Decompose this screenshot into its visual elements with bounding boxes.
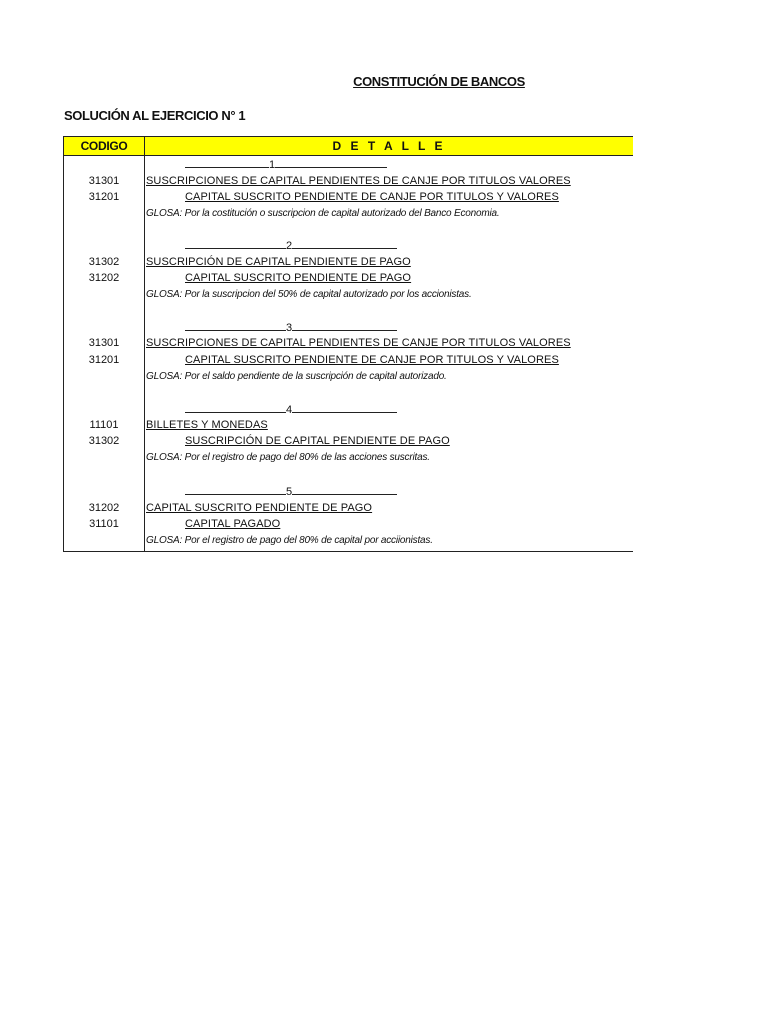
page-title: CONSTITUCIÓN DE BANCOS (353, 74, 525, 89)
debit-code: 31202 (88, 502, 120, 514)
debit-account: BILLETES Y MONEDAS (146, 419, 268, 431)
credit-code: 31201 (88, 191, 120, 203)
debit-account: CAPITAL SUSCRITO PENDIENTE DE PAGO (146, 502, 373, 514)
debit-code: 31301 (88, 175, 120, 187)
credit-account: SUSCRIPCIÓN DE CAPITAL PENDIENTE DE PAGO (185, 435, 450, 447)
credit-code: 31202 (88, 272, 120, 284)
glosa-text: GLOSA: Por la suscripcion del 50% de capital autorizado por los accionistas. (146, 289, 472, 300)
header-detalle: D E T A L L E (332, 139, 446, 153)
journal-table (63, 136, 633, 552)
entry-separator: 4 (185, 401, 397, 417)
debit-code: 11101 (89, 419, 119, 431)
debit-account: SUSCRIPCIONES DE CAPITAL PENDIENTES DE CANJE POR TITULOS VALORES (146, 337, 571, 349)
glosa-text: GLOSA: Por el registro de pago del 80% de capital por acciionistas. (146, 535, 433, 546)
column-divider (144, 156, 145, 551)
debit-code: 31301 (88, 337, 120, 349)
credit-account: CAPITAL PAGADO (185, 518, 281, 530)
debit-account: SUSCRIPCIÓN DE CAPITAL PENDIENTE DE PAGO (146, 256, 411, 268)
table-header (64, 136, 633, 156)
credit-account: CAPITAL SUSCRITO PENDIENTE DE CANJE POR TITULOS Y VALORES (185, 191, 559, 203)
page-subtitle: SOLUCIÓN AL EJERCICIO N° 1 (64, 108, 246, 123)
debit-code: 31302 (88, 256, 120, 268)
entry-separator: 3 (185, 319, 397, 335)
credit-account: CAPITAL SUSCRITO PENDIENTE DE CANJE POR TITULOS Y VALORES (185, 354, 559, 366)
debit-account: SUSCRIPCIONES DE CAPITAL PENDIENTES DE CANJE POR TITULOS VALORES (146, 175, 571, 187)
credit-code: 31302 (88, 435, 120, 447)
entry-separator: 5 (185, 483, 397, 499)
header-codigo: CODIGO (64, 137, 145, 155)
credit-account: CAPITAL SUSCRITO PENDIENTE DE PAGO (185, 272, 412, 284)
credit-code: 31101 (89, 518, 119, 530)
glosa-text: GLOSA: Por el saldo pendiente de la suscripción de capital autorizado. (146, 371, 447, 382)
entry-separator: 2 (185, 237, 397, 253)
glosa-text: GLOSA: Por el registro de pago del 80% de las acciones suscritas. (146, 452, 430, 463)
glosa-text: GLOSA: Por la costitución o suscripcion de capital autorizado del Banco Economia. (146, 208, 500, 219)
entry-separator: 1 (185, 156, 397, 172)
credit-code: 31201 (88, 354, 120, 366)
